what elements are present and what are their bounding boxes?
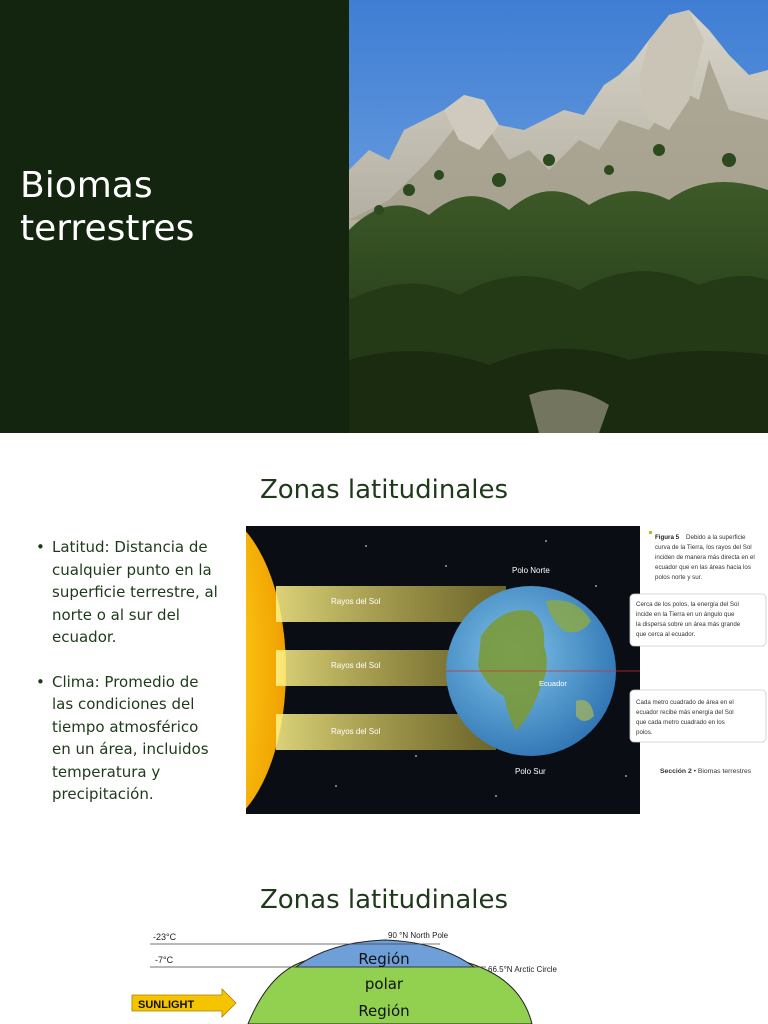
north-pole-label: 90 °N North Pole xyxy=(388,931,449,940)
polar-region-label-2: polar xyxy=(364,975,404,993)
bullet-latitude xyxy=(36,536,221,649)
slide-title: Zonas latitudinales xyxy=(259,885,509,915)
title-line-2: terrestres xyxy=(20,208,195,249)
sunlight-arrow-icon xyxy=(132,989,236,1017)
ray-label-1: Rayos del Sol xyxy=(331,597,381,606)
bullet-text: Latitud: Distancia de cualquier punto en la superficie terrestre, al norte o al sur del ecuador. xyxy=(52,538,218,646)
bullet-climate xyxy=(36,671,221,806)
ray-label-3: Rayos del Sol xyxy=(331,727,381,736)
temp-label-1: -23°C xyxy=(153,932,177,942)
title-slide xyxy=(0,0,768,433)
bullet-list xyxy=(36,536,221,828)
ray-label-2: Rayos del Sol xyxy=(331,661,381,670)
polar-region-label-1: Región xyxy=(358,950,410,968)
slide-title: Zonas latitudinales xyxy=(259,475,509,505)
equator-label: Ecuador xyxy=(539,679,567,688)
sunlight-label: SUNLIGHT xyxy=(138,999,195,1011)
south-pole-label: Polo Sur xyxy=(515,767,546,776)
bullet-icon: • xyxy=(36,672,45,691)
earth-zones-diagram xyxy=(0,860,768,1024)
mountain-landscape-image xyxy=(349,0,768,433)
mountain-photo xyxy=(349,0,768,433)
slide-title xyxy=(20,164,194,250)
arctic-circle-label: 66.5°N Arctic Circle xyxy=(488,965,557,974)
figure-caption: Figura 5 Debido a la superficie curva de la Tierra, los rayos del Sol inciden de manera más directa en el ecuador que en las áreas hacia los polos norte y sur. xyxy=(655,534,755,581)
bullet-text: Clima: Promedio de las condiciones del tiempo atmosférico en un área, incluidos temperatura y precipitación. xyxy=(52,672,209,803)
latitudinal-zones-diagram-slide xyxy=(0,860,768,1024)
sun-earth-figure xyxy=(246,526,768,814)
callout-text-1: Cerca de los polos, la energía del Sol incide en la Tierra en un ángulo que la dispersa sobre un área más grande que cerca al ecuador. xyxy=(636,601,741,638)
title-panel xyxy=(0,0,349,433)
bullet-icon: • xyxy=(36,538,45,556)
title-line-1: Biomas xyxy=(20,165,153,206)
north-pole-label: Polo Norte xyxy=(512,566,550,575)
latitudinal-zones-slide xyxy=(0,441,768,851)
temp-label-2: -7°C xyxy=(155,955,174,965)
callout-text-2: Cada metro cuadrado de área en el ecuador recibe más energía del Sol que cada metro cuadrado en los polos. xyxy=(636,699,734,736)
section-footer: Sección 2 • Biomas terrestres xyxy=(660,768,752,775)
next-region-label: Región xyxy=(358,1002,410,1020)
